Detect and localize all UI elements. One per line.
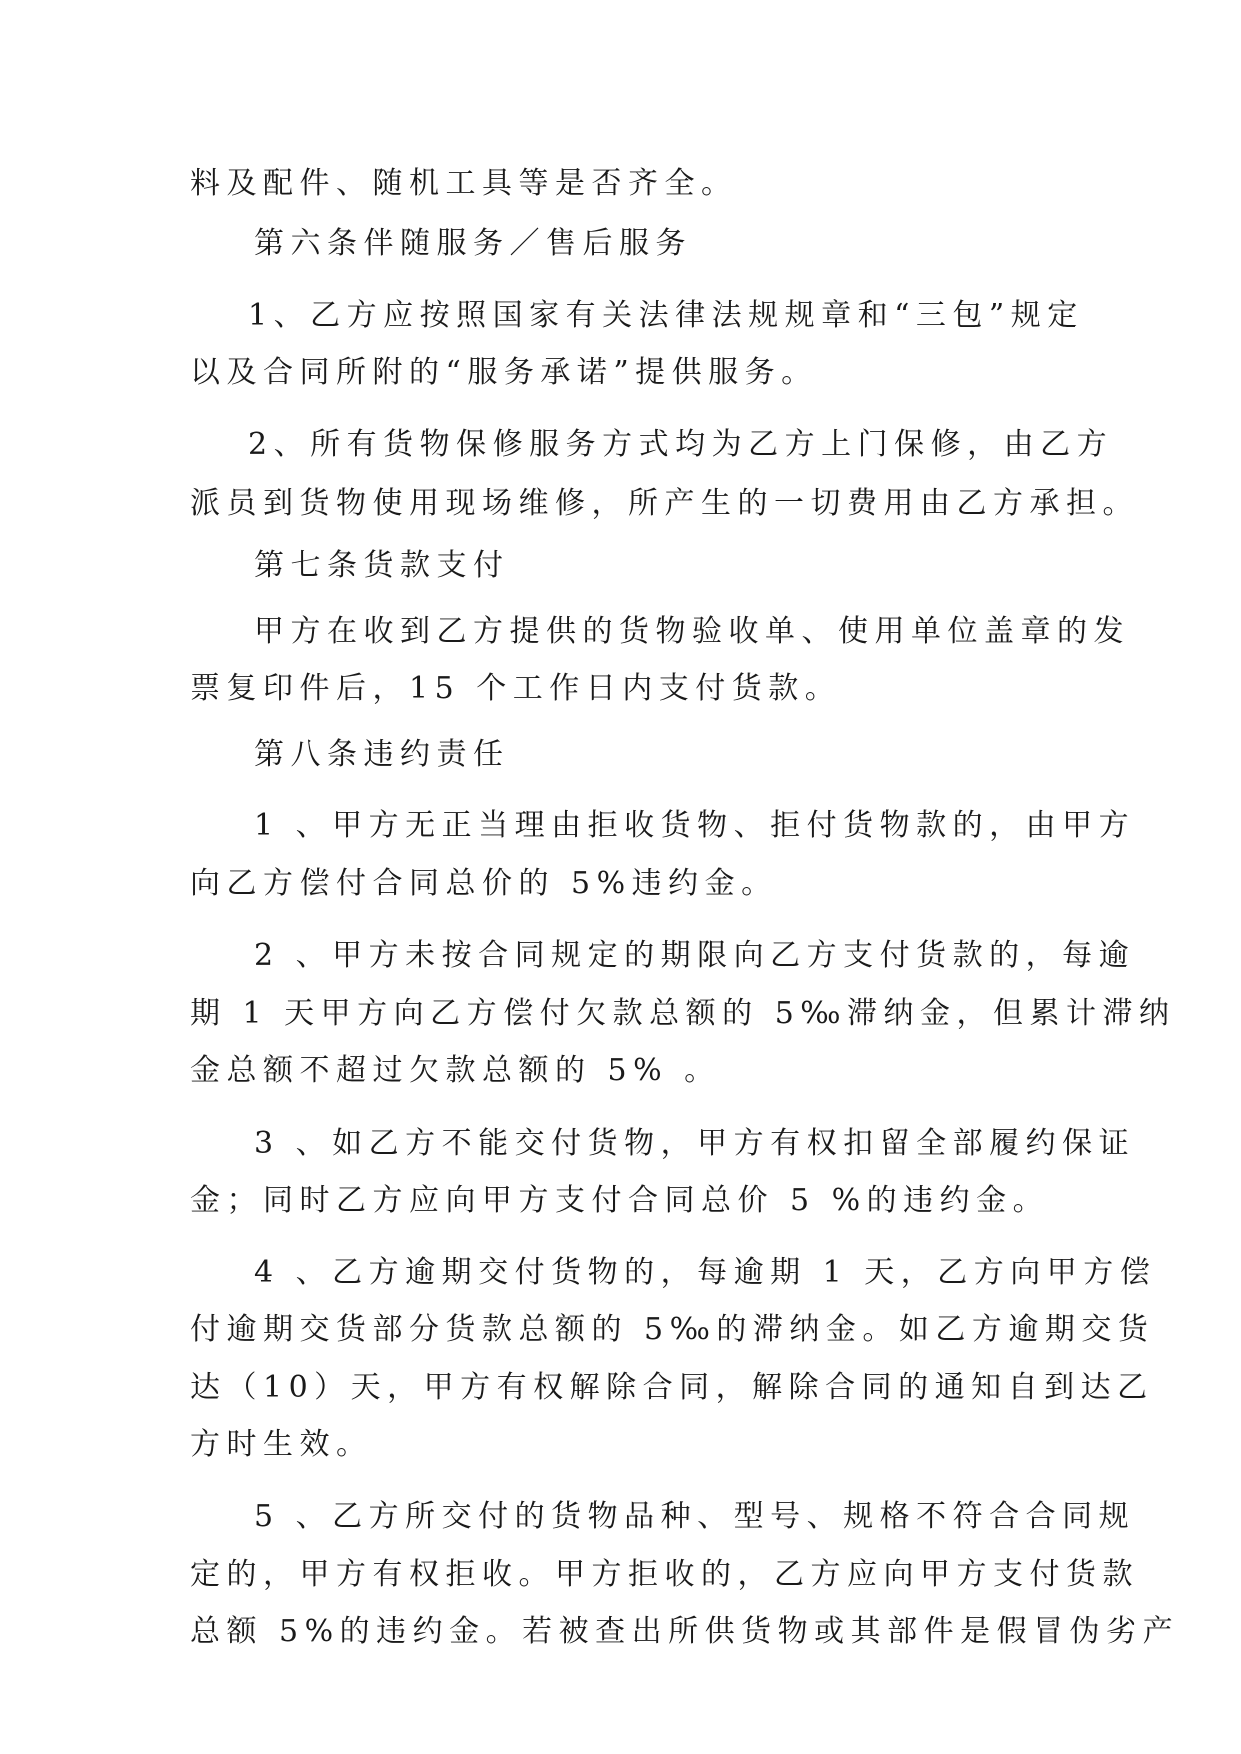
text-line: 以及合同所附的“服务承诺”提供服务。: [190, 355, 818, 390]
text-line: 4 、乙方逾期交付货物的，每逾期 1 天，乙方向甲方偿: [254, 1255, 1157, 1290]
text-line: 方时生效。: [190, 1427, 373, 1462]
text-line: 期 1 天甲方向乙方偿付欠款总额的 5‰滞纳金，但累计滞纳: [190, 996, 1176, 1031]
text-line: 达（10）天，甲方有权解除合同，解除合同的通知自到达乙: [190, 1370, 1154, 1405]
text-line: 派员到货物使用现场维修，所产生的一切费用由乙方承担。: [190, 486, 1139, 521]
text-line: 2 、甲方未按合同规定的期限向乙方支付货款的，每逾: [254, 938, 1136, 973]
text-line: 向乙方偿付合同总价的 5%违约金。: [190, 866, 778, 901]
text-line: 金；同时乙方应向甲方支付合同总价 5 %的违约金。: [190, 1183, 1050, 1218]
text-line: 3 、如乙方不能交付货物，甲方有权扣留全部履约保证: [254, 1126, 1136, 1161]
text-line: 1 、甲方无正当理由拒收货物、拒付货物款的，由甲方: [254, 808, 1136, 843]
text-line: 2、所有货物保修服务方式均为乙方上门保修，由乙方: [248, 427, 1114, 462]
text-line: 5 、乙方所交付的货物品种、型号、规格不符合合同规: [254, 1499, 1136, 1534]
text-line: 金总额不超过欠款总额的 5% 。: [190, 1053, 721, 1088]
section-heading: 第六条伴随服务／售后服务: [254, 226, 692, 261]
text-line: 定的，甲方有权拒收。甲方拒收的，乙方应向甲方支付货款: [190, 1557, 1139, 1592]
section-heading: 第八条违约责任: [254, 737, 510, 772]
text-line: 1、乙方应按照国家有关法律法规规章和“三包”规定: [248, 298, 1084, 333]
text-line: 总额 5%的违约金。若被查出所供货物或其部件是假冒伪劣产: [190, 1614, 1180, 1649]
section-heading: 第七条货款支付: [254, 548, 510, 583]
text-line: 付逾期交货部分货款总额的 5‰的滞纳金。如乙方逾期交货: [190, 1312, 1155, 1347]
text-line: 票复印件后，15 个工作日内支付货款。: [190, 671, 842, 706]
text-line: 甲方在收到乙方提供的货物验收单、使用单位盖章的发: [254, 614, 1130, 649]
text-line: 料及配件、随机工具等是否齐全。: [190, 166, 738, 201]
